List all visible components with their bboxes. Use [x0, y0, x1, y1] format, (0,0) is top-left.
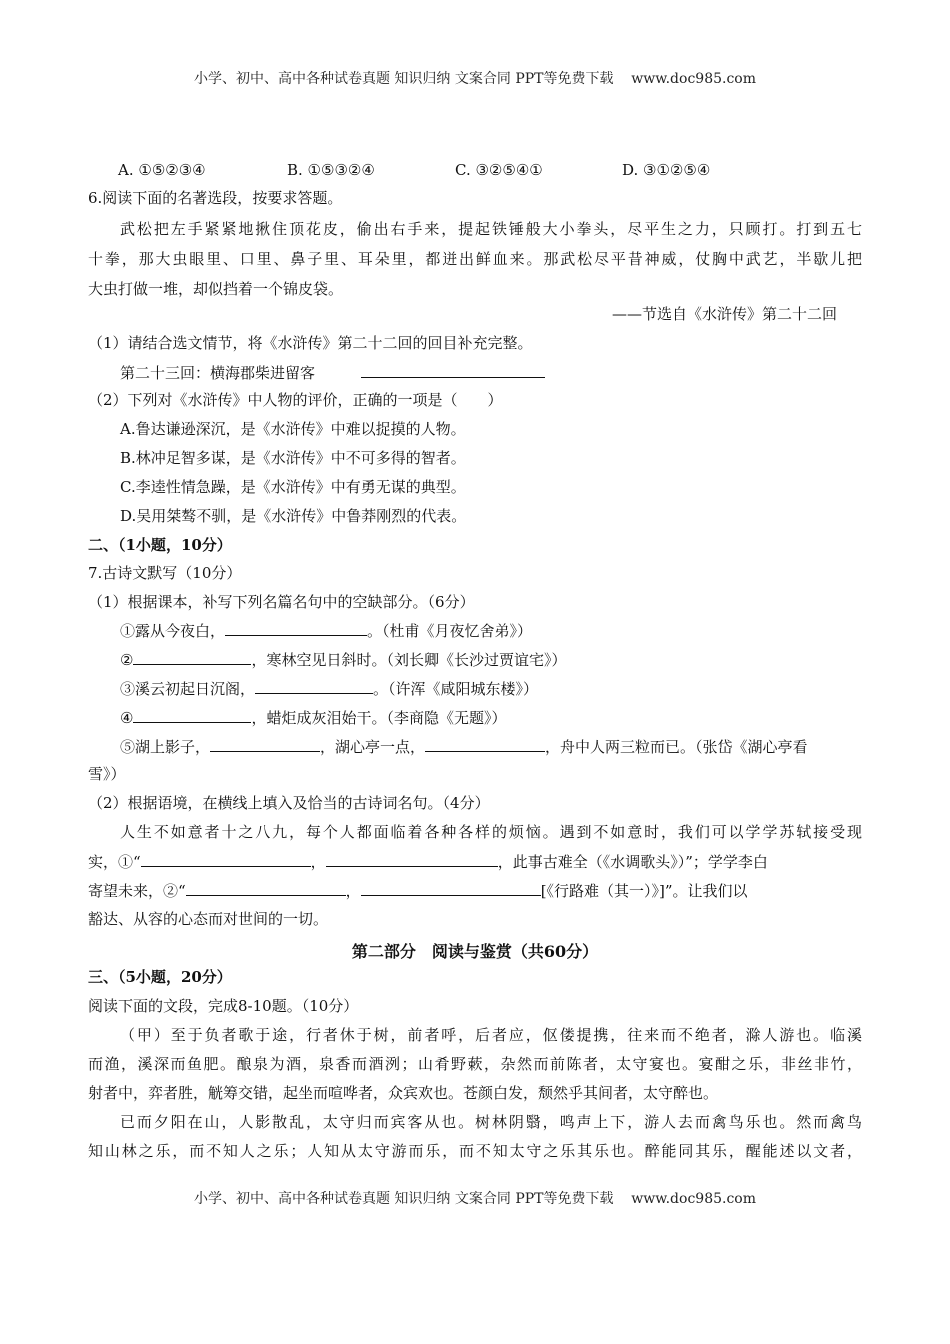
- section3-title: 三、（5小题，20分）: [88, 968, 232, 986]
- q7-line-1-text: ①露从今夜白，: [120, 622, 226, 640]
- section3-text-line: 已而夕阳在山，人影散乱，太守归而宾客从也。树林阴翳，鸣声上下，游人去而禽鸟乐也。然而禽鸟: [120, 1113, 862, 1131]
- section3-intro: 阅读下面的文段，完成8-10题。（10分）: [88, 997, 359, 1015]
- q7-context-text: [《行路难（其一）》]”。让我们以: [540, 882, 748, 900]
- answer-blank[interactable]: [361, 880, 541, 896]
- section3-text-line: 射者中，弈者胜，觥筹交错，起坐而喧哗者，众宾欢也。苍颜白发，颓然乎其间者，太守醉也。: [88, 1084, 719, 1102]
- answer-blank[interactable]: [255, 678, 373, 694]
- q7-line-5-text: ⑤湖上影子，: [120, 738, 211, 756]
- q6-title: 6.阅读下面的名著选段，按要求答题。: [88, 189, 343, 207]
- q6-passage-line: 武松把左手紧紧地揪住顶花皮，偷出右手来，提起铁锤般大小拳头，尽平生之力，只顾打。打到五七: [120, 220, 862, 238]
- q7-line-4: [120, 707, 506, 728]
- page-header: 小学、初中、高中各种试卷真题 知识归纳 文案合同 PPT等免费下载 www.doc985.com: [193, 71, 756, 87]
- q7-line-4-text: ，蜡炬成灰泪始干。（李商隐《无题》）: [251, 709, 507, 727]
- q7-line-2-num: ②: [120, 651, 134, 669]
- section2-title: 二、（1小题，10分）: [88, 536, 232, 554]
- answer-blank[interactable]: [210, 736, 320, 752]
- q7-line-2: [120, 649, 566, 670]
- q7-line-2-text: ，寒林空见日斜时。（刘长卿《长沙过贾谊宅》）: [251, 651, 567, 669]
- q5-option-a: A. ①⑤②③④: [118, 161, 206, 179]
- q7-context-text: 寄望未来，②“: [88, 882, 186, 900]
- q7-context-comma: ，: [310, 853, 326, 871]
- q7-context-line: 豁达、从容的心态而对世间的一切。: [88, 910, 329, 928]
- q6-option-a: A.鲁达谦逊深沉，是《水浒传》中难以捉摸的人物。: [120, 420, 466, 438]
- q7-line-3-source: 。（许浑《咸阳城东楼》）: [373, 680, 539, 698]
- q7-line-5-cont: 雪》）: [88, 765, 126, 783]
- answer-blank[interactable]: [361, 362, 545, 378]
- q7-line-3-text: ③溪云初起日沉阁，: [120, 680, 256, 698]
- q6-source: ——节选自《水浒传》第二十二回: [612, 305, 838, 323]
- answer-blank[interactable]: [225, 620, 367, 636]
- answer-blank[interactable]: [425, 736, 545, 752]
- answer-blank[interactable]: [141, 851, 311, 867]
- q7-line-5-mid: ，湖心亭一点，: [320, 738, 426, 756]
- q7-title: 7.古诗文默写（10分）: [88, 564, 242, 582]
- q7-line-5-end: ，舟中人两三粒而已。（张岱《湖心亭看: [545, 738, 808, 756]
- page-footer: 小学、初中、高中各种试卷真题 知识归纳 文案合同 PPT等免费下载 www.doc985.com: [193, 1191, 756, 1207]
- q7-line-1: [120, 620, 532, 641]
- part2-title: 第二部分 阅读与鉴赏（共60分）: [351, 942, 599, 961]
- q6-sub1-line: [120, 362, 545, 383]
- q7-context-line: [88, 880, 748, 901]
- answer-blank[interactable]: [133, 649, 251, 665]
- q7-context-line: [88, 851, 768, 872]
- q7-context-line: 人生不如意者十之八九，每个人都面临着各种各样的烦恼。遇到不如意时，我们可以学学苏轼接受现: [120, 823, 862, 841]
- q6-option-c: C.李逵性情急躁，是《水浒传》中有勇无谋的典型。: [120, 478, 466, 496]
- q5-option-d: D. ③①②⑤④: [622, 161, 711, 179]
- q6-sub2: （2）下列对《水浒传》中人物的评价，正确的一项是（ ）: [88, 391, 503, 409]
- q7-context-comma: ，: [345, 882, 361, 900]
- q7-line-5: [120, 736, 808, 757]
- q5-option-c: C. ③②⑤④①: [455, 161, 543, 179]
- q6-sub1-text: 第二十三回：横海郡柴进留客: [120, 364, 316, 382]
- answer-blank[interactable]: [133, 707, 251, 723]
- q7-line-1-source: 。（杜甫《月夜忆舍弟》）: [367, 622, 533, 640]
- q6-option-d: D.吴用桀骜不驯，是《水浒传》中鲁莽刚烈的代表。: [120, 507, 467, 525]
- q5-option-b: B. ①⑤③②④: [287, 161, 375, 179]
- q6-passage-line: 大虫打做一堆，却似挡着一个锦皮袋。: [88, 280, 344, 298]
- q7-line-3: [120, 678, 538, 699]
- q7-context-text: ，此事古难全（《水调歌头》）”；学学李白: [497, 853, 768, 871]
- section3-text-line: （甲）至于负者歌于途，行者休于树，前者呼，后者应，伛偻提携，往来而不绝者，滁人游也。临溪: [120, 1026, 862, 1044]
- answer-blank[interactable]: [326, 851, 498, 867]
- section3-text-line: 而渔，溪深而鱼肥。酿泉为酒，泉香而酒洌；山肴野蔌，杂然而前陈者，太守宴也。宴酣之乐，非丝非竹，: [88, 1055, 862, 1073]
- q7-line-4-num: ④: [120, 709, 134, 727]
- q7-sub2: （2）根据语境，在横线上填入及恰当的古诗词名句。（4分）: [88, 794, 490, 812]
- q6-passage-line: 十拳，那大虫眼里、口里、鼻子里、耳朵里，都迸出鲜血来。那武松尽平昔神威，仗胸中武艺，半歇儿把: [88, 250, 862, 268]
- q6-sub1: （1）请结合选文情节，将《水浒传》第二十二回的回目补充完整。: [88, 334, 533, 352]
- q7-sub1: （1）根据课本，补写下列名篇名句中的空缺部分。（6分）: [88, 593, 475, 611]
- answer-blank[interactable]: [186, 880, 346, 896]
- q7-context-text: 实，①“: [88, 853, 141, 871]
- section3-text-line: 知山林之乐，而不知人之乐；人知从太守游而乐，而不知太守之乐其乐也。醉能同其乐，醒能述以文者，: [88, 1142, 862, 1160]
- q6-option-b: B.林冲足智多谋，是《水浒传》中不可多得的智者。: [120, 449, 466, 467]
